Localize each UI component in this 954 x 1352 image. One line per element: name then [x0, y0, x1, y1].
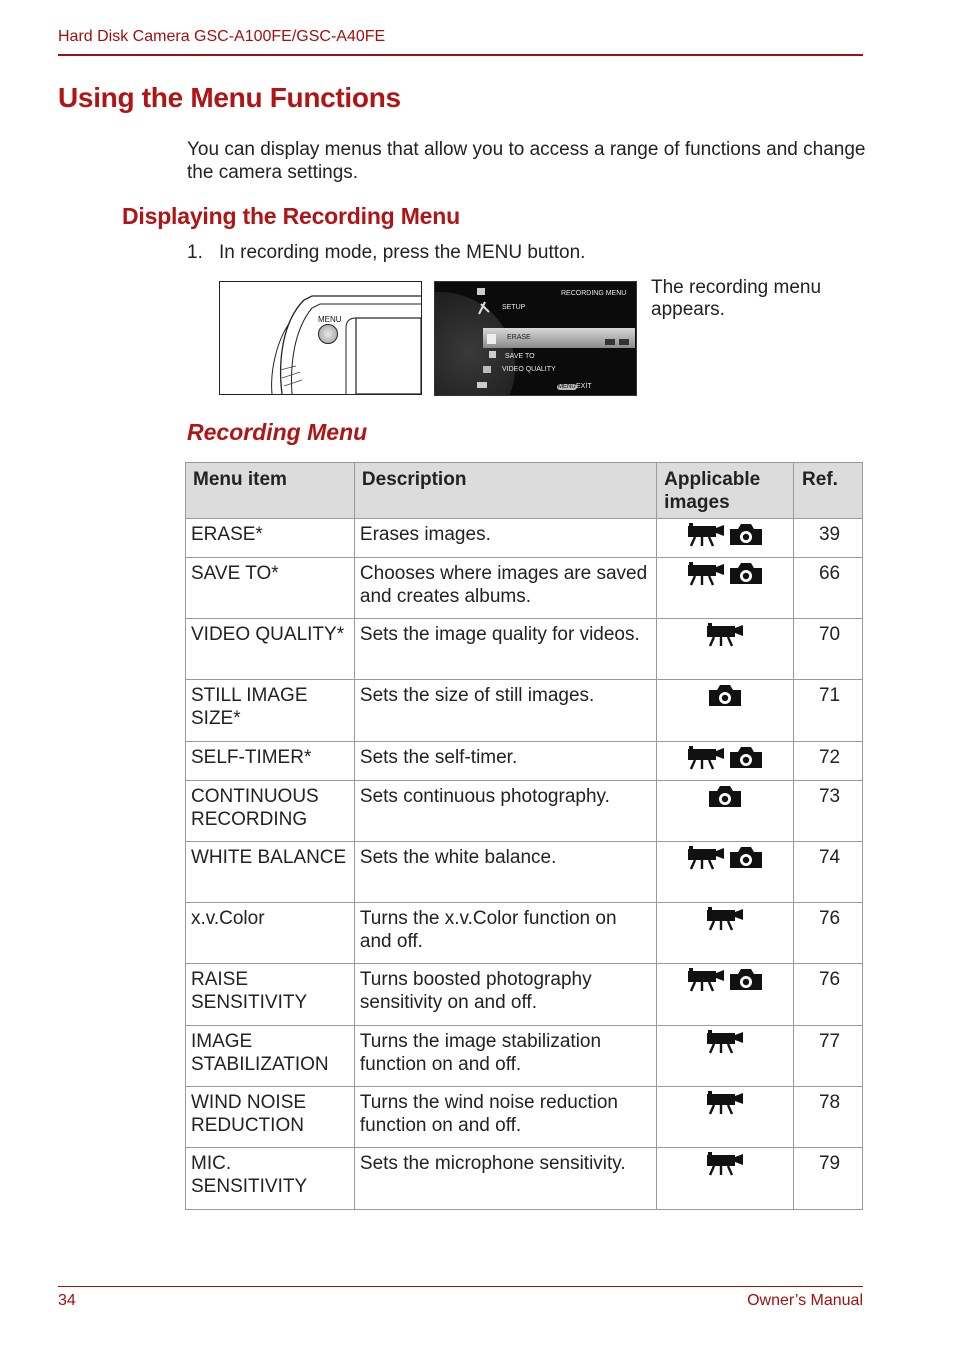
table-row	[186, 619, 863, 680]
col-header-images: Applicable images	[657, 463, 794, 519]
subsection-heading: Recording Menu	[187, 419, 368, 445]
video-camera-icon	[687, 846, 725, 870]
cell-ref: 72	[794, 742, 863, 781]
page-title: Using the Menu Functions	[58, 82, 401, 113]
cell-ref: 66	[794, 558, 863, 619]
col-header-item: Menu item	[186, 463, 355, 519]
cell-ref: 77	[794, 1026, 863, 1087]
cell-description: Sets continuous photography.	[354, 781, 656, 842]
cell-applicable-images	[657, 680, 794, 742]
screen-title: RECORDING MENU	[561, 290, 627, 297]
cell-applicable-images	[657, 558, 794, 619]
cell-ref: 79	[794, 1148, 863, 1210]
table-row	[186, 1087, 863, 1148]
cell-applicable-images	[657, 742, 794, 781]
table-row	[186, 680, 863, 742]
cell-description: Erases images.	[354, 519, 656, 558]
section-heading: Displaying the Recording Menu	[122, 203, 460, 229]
screen-item-setup: SETUP	[502, 304, 526, 311]
screen-item-erase: ERASE	[507, 334, 531, 341]
cell-description: Sets the size of still images.	[354, 680, 656, 742]
table-body	[186, 519, 863, 1210]
intro-paragraph: You can display menus that allow you to access a range of functions and change the camera settings.	[187, 139, 866, 183]
screen-item-video-quality: VIDEO QUALITY	[502, 366, 556, 373]
table-row	[186, 842, 863, 903]
step-text: In recording mode, press the MENU button.	[219, 242, 586, 263]
cell-description: Sets the microphone sensitivity.	[354, 1148, 656, 1210]
col-header-description: Description	[354, 463, 656, 519]
cell-description: Chooses where images are saved and creates albums.	[354, 558, 656, 619]
cell-ref: 71	[794, 680, 863, 742]
table-row	[186, 781, 863, 842]
cell-description: Turns the image stabilization function on and off.	[354, 1026, 656, 1087]
video-camera-icon	[706, 1091, 744, 1115]
cell-ref: 70	[794, 619, 863, 680]
table-row	[186, 1026, 863, 1087]
cell-applicable-images	[657, 519, 794, 558]
cell-menu-item: WHITE BALANCE	[186, 842, 355, 903]
cell-description: Sets the white balance.	[354, 842, 656, 903]
cell-applicable-images	[657, 619, 794, 680]
video-camera-icon	[687, 968, 725, 992]
page-number: 34	[58, 1292, 76, 1309]
cell-applicable-images	[657, 1026, 794, 1087]
table-row	[186, 519, 863, 558]
col-header-ref: Ref.	[794, 463, 863, 519]
still-camera-icon	[729, 562, 763, 586]
screen-item-save-to: SAVE TO	[505, 353, 535, 360]
camera-menu-button	[318, 324, 338, 344]
cell-applicable-images	[657, 964, 794, 1026]
cell-menu-item: CONTINUOUS RECORDING	[186, 781, 355, 842]
cell-ref: 39	[794, 519, 863, 558]
step-number: 1.	[187, 242, 203, 263]
table-header-row	[186, 463, 863, 519]
table-row	[186, 558, 863, 619]
cell-ref: 76	[794, 964, 863, 1026]
header-rule	[58, 54, 863, 56]
screen-icons	[435, 282, 636, 395]
video-camera-icon	[706, 623, 744, 647]
table-row	[186, 964, 863, 1026]
cell-applicable-images	[657, 1148, 794, 1210]
cell-menu-item: STILL IMAGE SIZE*	[186, 680, 355, 742]
recording-menu-table	[185, 462, 863, 1210]
still-camera-icon	[729, 523, 763, 547]
video-camera-icon	[706, 907, 744, 931]
cell-ref: 73	[794, 781, 863, 842]
cell-applicable-images	[657, 903, 794, 964]
still-camera-icon	[729, 968, 763, 992]
table-row	[186, 903, 863, 964]
cell-applicable-images	[657, 842, 794, 903]
cell-description: Turns the x.v.Color function on and off.	[354, 903, 656, 964]
still-camera-icon	[729, 846, 763, 870]
cell-ref: 74	[794, 842, 863, 903]
figure-caption: The recording menu appears.	[651, 277, 822, 320]
cell-description: Turns boosted photography sensitivity on and off.	[354, 964, 656, 1026]
cell-menu-item: WIND NOISE REDUCTION	[186, 1087, 355, 1148]
video-camera-icon	[687, 746, 725, 770]
still-camera-icon	[729, 746, 763, 770]
cell-description: Turns the wind noise reduction function on and off.	[354, 1087, 656, 1148]
video-camera-icon	[687, 562, 725, 586]
running-header: Hard Disk Camera GSC-A100FE/GSC-A40FE	[58, 28, 386, 45]
cell-description: Sets the image quality for videos.	[354, 619, 656, 680]
cell-menu-item: SAVE TO*	[186, 558, 355, 619]
video-camera-icon	[706, 1152, 744, 1176]
cell-menu-item: IMAGE STABILIZATION	[186, 1026, 355, 1087]
video-camera-icon	[706, 1030, 744, 1054]
screen-menu-key: MENU	[558, 384, 576, 390]
cell-menu-item: SELF-TIMER*	[186, 742, 355, 781]
cell-description: Sets the self-timer.	[354, 742, 656, 781]
cell-menu-item: VIDEO QUALITY*	[186, 619, 355, 680]
camera-menu-label: MENU	[318, 315, 342, 324]
still-camera-icon	[708, 684, 742, 708]
step-1	[187, 242, 585, 264]
screen-exit-label: EXIT	[576, 383, 592, 390]
cell-menu-item: MIC. SENSITIVITY	[186, 1148, 355, 1210]
menu-screen-illustration	[434, 281, 637, 396]
cell-menu-item: ERASE*	[186, 519, 355, 558]
footer-rule	[58, 1286, 863, 1287]
manual-name: Owner’s Manual	[747, 1292, 863, 1309]
cell-menu-item: RAISE SENSITIVITY	[186, 964, 355, 1026]
table-row	[186, 1148, 863, 1210]
cell-menu-item: x.v.Color	[186, 903, 355, 964]
table-row	[186, 742, 863, 781]
cell-ref: 76	[794, 903, 863, 964]
video-camera-icon	[687, 523, 725, 547]
cell-applicable-images	[657, 781, 794, 842]
cell-applicable-images	[657, 1087, 794, 1148]
camera-illustration	[219, 281, 422, 395]
cell-ref: 78	[794, 1087, 863, 1148]
still-camera-icon	[708, 785, 742, 809]
